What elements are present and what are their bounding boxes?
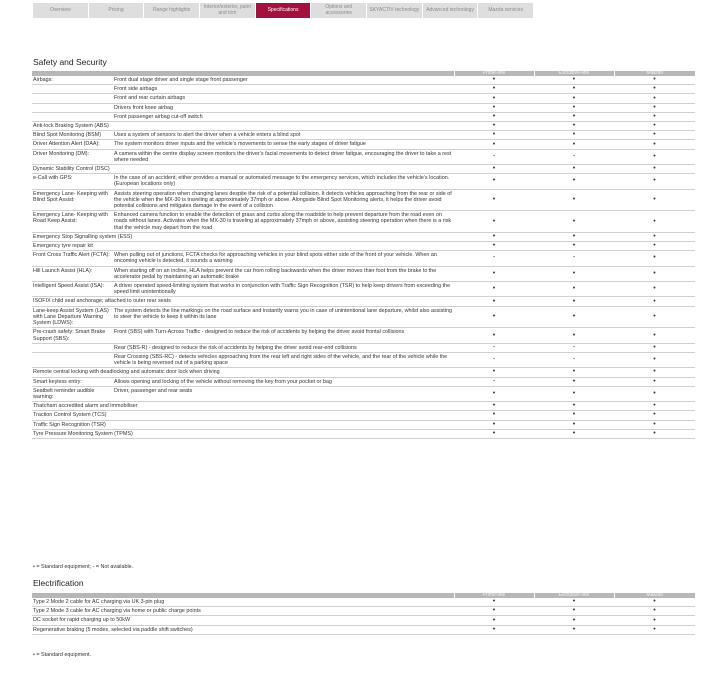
feature-description: Uses a system of sensors to alert the driver when a vehicle enters a blind spot [113, 131, 454, 140]
feature-name: e-Call with GPS: [32, 174, 113, 189]
table-row [32, 306, 695, 328]
availability-mark: • [454, 174, 534, 189]
availability-mark: • [454, 297, 534, 306]
availability-mark: • [614, 616, 695, 625]
availability-mark: • [454, 112, 534, 121]
tab-pricing[interactable]: Pricing [89, 3, 144, 18]
safety-table [32, 71, 695, 439]
feature-name [32, 343, 113, 352]
availability-mark: • [534, 131, 614, 140]
availability-mark: • [454, 386, 534, 401]
feature-description: Driver, passenger and rear seats [113, 386, 454, 401]
availability-mark: • [534, 76, 614, 85]
availability-mark: • [614, 607, 695, 616]
availability-mark: • [454, 625, 534, 634]
availability-mark: • [534, 377, 614, 386]
availability-mark: • [534, 282, 614, 297]
table-row [32, 232, 695, 241]
availability-mark: • [454, 232, 534, 241]
availability-mark: • [454, 429, 534, 438]
feature-name: Dynamic Stability Control (DSC) [32, 165, 454, 174]
table-row [32, 607, 695, 616]
column-header: Exclusive-line [534, 71, 614, 76]
availability-mark: • [534, 165, 614, 174]
table-row [32, 282, 695, 297]
table-row [32, 598, 695, 607]
table-row [32, 616, 695, 625]
availability-mark: - [454, 377, 534, 386]
feature-name: Emergency Lane- Keeping with Road Keep Assist: [32, 211, 113, 233]
feature-name: Front Cross Traffic Alert (FCTA): [32, 251, 113, 266]
column-header: Exclusive-line [534, 593, 614, 598]
feature-description: The system monitors driver inputs and the vehicle’s movements to sense the early stages of driver fatigue [113, 140, 454, 149]
table-row [32, 94, 695, 103]
feature-name: Emergency tyre repair kit [32, 242, 454, 251]
feature-name: Type 2 Mode 2 cable for AC charging via UK 3-pin plug [32, 598, 454, 607]
availability-mark: • [534, 211, 614, 233]
table-row [32, 85, 695, 94]
feature-name: Type 2 Mode 3 cable for AC charging via home or public charge points [32, 607, 454, 616]
feature-name: Traction Control System (TCS) [32, 411, 454, 420]
feature-name: Hill Launch Assist (HLA): [32, 266, 113, 281]
feature-name [32, 103, 113, 112]
availability-mark: • [534, 94, 614, 103]
column-header: Prime-line [454, 71, 534, 76]
availability-mark: • [614, 411, 695, 420]
table-row [32, 420, 695, 429]
availability-mark: • [454, 189, 534, 211]
table-row [32, 149, 695, 164]
availability-mark: - [454, 352, 534, 367]
availability-mark: • [454, 607, 534, 616]
availability-mark: • [534, 112, 614, 121]
availability-mark: • [534, 140, 614, 149]
availability-mark: • [534, 122, 614, 131]
electrification-table [32, 593, 695, 635]
availability-mark: • [614, 103, 695, 112]
availability-mark: • [614, 368, 695, 377]
availability-mark: • [454, 282, 534, 297]
feature-description: Front dual stage driver and single stage front passenger [113, 76, 454, 85]
availability-mark: • [454, 211, 534, 233]
safety-footnote: • = Standard equipment; - = Not available. [33, 564, 134, 570]
availability-mark: • [614, 282, 695, 297]
availability-mark: • [534, 174, 614, 189]
table-row [32, 140, 695, 149]
feature-name: Blind Spot Monitoring (BSM) [32, 131, 113, 140]
feature-description: Front and rear curtain airbags [113, 94, 454, 103]
feature-name: Seatbelt reminder audible warning: [32, 386, 113, 401]
availability-mark: • [614, 328, 695, 343]
availability-mark: • [614, 402, 695, 411]
availability-mark: • [614, 140, 695, 149]
tab-specifications[interactable]: Specifications [256, 3, 311, 18]
availability-mark: • [454, 616, 534, 625]
availability-mark: • [534, 306, 614, 328]
feature-description: Drivers front knee airbag [113, 103, 454, 112]
availability-mark: • [454, 242, 534, 251]
table-row [32, 131, 695, 140]
feature-description: Front passenger airbag cut-off switch [113, 112, 454, 121]
availability-mark: - [534, 352, 614, 367]
availability-mark: • [454, 131, 534, 140]
feature-name: Pre-crash safety: Smart Brake Support (SBS): [32, 328, 113, 343]
availability-mark: • [454, 306, 534, 328]
feature-name: Emergency Lane- Keeping with Blind Spot Assist: [32, 189, 113, 211]
tab-overview[interactable]: Overview [33, 3, 88, 18]
column-header: Prime-line [454, 593, 534, 598]
tab-mazda-services[interactable]: Mazda services [478, 3, 533, 18]
feature-name [32, 352, 113, 367]
availability-mark: • [454, 103, 534, 112]
availability-mark: • [454, 598, 534, 607]
availability-mark: • [614, 174, 695, 189]
table-row [32, 211, 695, 233]
availability-mark: • [614, 122, 695, 131]
feature-name: Airbags: [32, 76, 113, 85]
feature-description: Assists steering operation when changing lanes despite the risk of a potential collision. It detects vehicles approaching from the rear or side of the vehicle when the MX-30 is traveling at approximately 37mph or above. Alongside Blind Spot Monitoring alerts, it helps the driver avoid potential collisions and mitigates damage in the event of a collision [113, 189, 454, 211]
availability-mark: • [534, 420, 614, 429]
availability-mark: • [534, 386, 614, 401]
availability-mark: • [614, 112, 695, 121]
feature-name: DC socket for rapid charging up to 50kW [32, 616, 454, 625]
table-row [32, 297, 695, 306]
availability-mark: • [534, 368, 614, 377]
availability-mark: • [534, 607, 614, 616]
feature-name [32, 94, 113, 103]
availability-mark: - [534, 343, 614, 352]
table-row [32, 386, 695, 401]
feature-name: Traffic Sign Recognition (TSR) [32, 420, 454, 429]
feature-name: Thatcham accredited alarm and immobiliser [32, 402, 454, 411]
feature-name [32, 85, 113, 94]
availability-mark: • [614, 420, 695, 429]
availability-mark: - [534, 149, 614, 164]
availability-mark: • [614, 131, 695, 140]
availability-mark: • [534, 625, 614, 634]
availability-mark: • [614, 85, 695, 94]
tab-range-highlights[interactable]: Range highlights [144, 3, 199, 18]
table-row [32, 165, 695, 174]
feature-name: Remote central locking with deadlocking and automatic door lock when driving [32, 368, 454, 377]
availability-mark: • [454, 140, 534, 149]
feature-description: Allows opening and locking of the vehicle without removing the key from your pocket or bag [113, 377, 454, 386]
availability-mark: • [534, 616, 614, 625]
availability-mark: • [534, 189, 614, 211]
availability-mark: • [614, 94, 695, 103]
feature-description: A camera within the centre display screen monitors the driver’s facial movements to detect driver fatigue, encouraging the driver to take a rest where needed [113, 149, 454, 164]
feature-name: ISOFIX child seat anchorage; attached to outer rear seats [32, 297, 454, 306]
availability-mark: - [454, 251, 534, 266]
feature-name: Lane-keep Assist System (LAS) with Lane Departure Warning System (LDWS): [32, 306, 113, 328]
table-row [32, 429, 695, 438]
table-row [32, 103, 695, 112]
availability-mark: • [454, 420, 534, 429]
availability-mark: • [534, 85, 614, 94]
availability-mark: • [614, 297, 695, 306]
table-row [32, 266, 695, 281]
feature-description: When starting off on an incline, HLA helps prevent the car from rolling backwards when the driver moves thier foot from the brake to the accelerator pedal by maintaining an automatic brake [113, 266, 454, 281]
availability-mark: • [454, 328, 534, 343]
feature-description: When pulling out of junctions, FCTA checks for approaching vehicles in your blind spots either side of the front of your vehicle. When an oncoming vehicle is detected, it sounds a warning [113, 251, 454, 266]
table-row [32, 377, 695, 386]
availability-mark: • [534, 242, 614, 251]
availability-mark: • [614, 149, 695, 164]
availability-mark: - [534, 251, 614, 266]
feature-description: Front side airbags [113, 85, 454, 94]
column-header: Makoto [614, 71, 695, 76]
feature-description: Enhanced camera function to enable the detection of grass and curbs along the roadside to help prevent departure from the road even on roads without lanes. Activates when the MX-30 is traveling at approximately 37mph or above, assisting steering operation when there is a risk that the vehicle may depart from the road [113, 211, 454, 233]
feature-name: Driver Attention Alert (DAA): [32, 140, 113, 149]
electrification-section-title: Electrification [33, 578, 84, 588]
availability-mark: • [614, 165, 695, 174]
table-row [32, 242, 695, 251]
availability-mark: • [454, 411, 534, 420]
feature-description: In the case of an accident, either provides a manual or automated message to the emergency services, which includes the vehicle’s location. (European locations only) [113, 174, 454, 189]
availability-mark: • [534, 232, 614, 241]
feature-name: Intelligent Speed Assist (ISA): [32, 282, 113, 297]
availability-mark: • [614, 266, 695, 281]
table-row [32, 251, 695, 266]
table-row [32, 122, 695, 131]
availability-mark: • [614, 386, 695, 401]
table-row [32, 328, 695, 343]
feature-name: Driver Monitoring (DM): [32, 149, 113, 164]
table-row [32, 343, 695, 352]
section-tabs [33, 3, 533, 18]
availability-mark: • [454, 94, 534, 103]
tab-skyactiv-technology[interactable]: SKYACTIV technology [367, 3, 422, 18]
availability-mark: • [614, 232, 695, 241]
availability-mark: • [614, 429, 695, 438]
availability-mark: • [614, 598, 695, 607]
table-row [32, 76, 695, 85]
availability-mark: • [534, 328, 614, 343]
availability-mark: - [454, 149, 534, 164]
availability-mark: • [534, 103, 614, 112]
availability-mark: • [454, 122, 534, 131]
table-row [32, 402, 695, 411]
tab-interior-exterior-paint-and-trim[interactable]: Interior/exterior, paint and trim [200, 3, 255, 18]
feature-name [32, 112, 113, 121]
availability-mark: • [534, 266, 614, 281]
table-row [32, 112, 695, 121]
availability-mark: • [614, 377, 695, 386]
availability-mark: • [534, 411, 614, 420]
tab-advanced-technology[interactable]: Advanced technology [423, 3, 478, 18]
feature-name: Emergency Stop Signalling system (ESS) [32, 232, 454, 241]
feature-name: Regenerative braking (5 modes, selected via paddle shift switches) [32, 625, 454, 634]
table-row [32, 411, 695, 420]
safety-section-title: Safety and Security [33, 57, 107, 67]
availability-mark: • [454, 266, 534, 281]
availability-mark: • [454, 402, 534, 411]
availability-mark: • [534, 402, 614, 411]
table-row [32, 189, 695, 211]
feature-description: A driver operated speed-limiting system that works in conjunction with Traffic Sign Recognition (TSR) to help keep drivers from exceeding the speed limit unintentionally [113, 282, 454, 297]
availability-mark: • [614, 76, 695, 85]
feature-description: Front (SBS) with Turn-Across Traffic - designed to reduce the risk of accidents by helping the driver avoid frontal collisions [113, 328, 454, 343]
feature-description: Rear Crossing (SBS-RC) - detects vehicles approaching from the rear left and right sides of the vehicle, and the rear of the vehicle while the vehicle is being reversed out of a parking space [113, 352, 454, 367]
table-row [32, 174, 695, 189]
table-row [32, 625, 695, 634]
column-header: Makoto [614, 593, 695, 598]
availability-mark: • [454, 368, 534, 377]
feature-description: Rear (SBS-R) - designed to reduce the risk of accidents by helping the driver avoid rear-end collisions [113, 343, 454, 352]
availability-mark: • [614, 211, 695, 233]
table-row [32, 368, 695, 377]
availability-mark: • [534, 429, 614, 438]
availability-mark: • [454, 85, 534, 94]
availability-mark: • [614, 242, 695, 251]
feature-name: Anti-lock Braking System (ABS) [32, 122, 454, 131]
table-row [32, 352, 695, 367]
availability-mark: - [454, 343, 534, 352]
tab-options-and-accessories[interactable]: Options and accessories [311, 3, 366, 18]
availability-mark: • [454, 76, 534, 85]
feature-name: Tyre Pressure Monitoring System (TPMS) [32, 429, 454, 438]
availability-mark: • [534, 598, 614, 607]
availability-mark: • [534, 297, 614, 306]
availability-mark: • [454, 165, 534, 174]
feature-name: Smart keyless entry: [32, 377, 113, 386]
availability-mark: • [614, 306, 695, 328]
availability-mark: • [614, 189, 695, 211]
availability-mark: • [614, 352, 695, 367]
availability-mark: • [614, 625, 695, 634]
availability-mark: • [614, 343, 695, 352]
feature-description: The system detects the line markings on the road surface and instantly warns you in case of unintentional lane departure, whilst also assisting to steer the vehicle to keep it within its lane [113, 306, 454, 328]
electrification-footnote: • = Standard equipment. [33, 652, 92, 658]
availability-mark: • [614, 251, 695, 266]
